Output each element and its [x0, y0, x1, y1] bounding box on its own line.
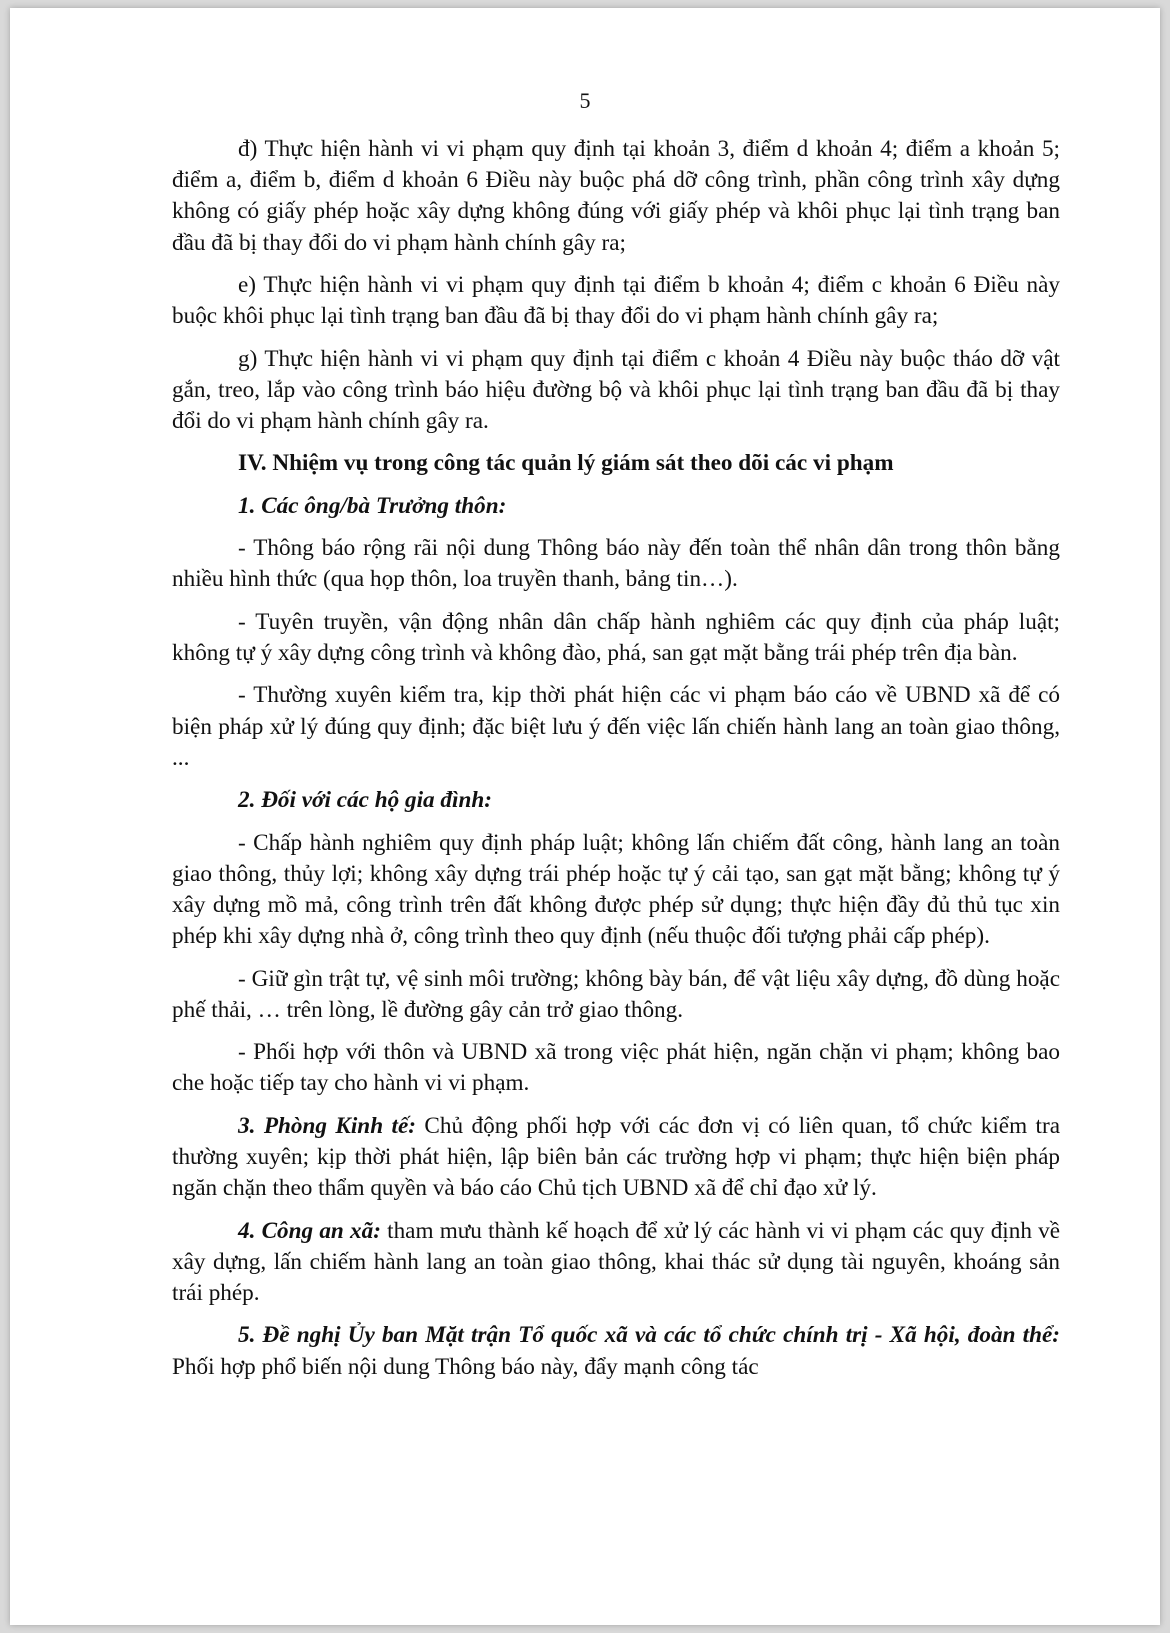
- page-number: 5: [579, 88, 591, 113]
- paragraph-item-e: e) Thực hiện hành vi vi phạm quy định tại điểm b khoản 4; điểm c khoản 6 Điều này buộc khôi phục lại tình trạng ban đầu đã bị thay đổi do vi phạm hành chính gây ra;: [172, 272, 1060, 330]
- document-body: [172, 134, 1060, 1394]
- part-2-bullet: - Phối hợp với thôn và UBND xã trong việc phát hiện, ngăn chặn vi phạm; không bao che hoặc tiếp tay cho hành vi vi phạm.: [172, 1039, 1060, 1097]
- part-4-text: tham mưu thành kế hoạch để xử lý các hành vi vi phạm các quy định về xây dựng, lấn chiếm hành lang an toàn giao thông, khai thác sử dụng tài nguyên, khoáng sản trái phép.: [172, 1217, 1060, 1306]
- part-4-lead: 4. Công an xã:: [238, 1217, 381, 1244]
- part-1-heading: 1. Các ông/bà Trưởng thôn:: [238, 492, 507, 519]
- paragraph-item-d: đ) Thực hiện hành vi vi phạm quy định tại khoản 3, điểm d khoản 4; điểm a khoản 5; điểm a, điểm b, điểm d khoản 6 Điều này buộc phá dỡ công trình, phần công trình xây dựng không có giấy phép hoặc xây dựng không đúng với giấy phép và khôi phục lại tình trạng ban đầu đã bị thay đổi do vi phạm hành chính gây ra;: [172, 136, 1060, 256]
- part-5-lead: 5. Đề nghị Ủy ban Mặt trận Tổ quốc xã và các tổ chức chính trị - Xã hội, đoàn thể:: [238, 1322, 1060, 1349]
- part-2-bullet: - Giữ gìn trật tự, vệ sinh môi trường; không bày bán, để vật liệu xây dựng, đồ dùng hoặc phế thải, … trên lòng, lề đường gây cản trở giao thông.: [172, 965, 1060, 1023]
- paragraph-item-g: g) Thực hiện hành vi vi phạm quy định tại điểm c khoản 4 Điều này buộc tháo dỡ vật gắn, treo, lắp vào công trình báo hiệu đường bộ và khôi phục lại tình trạng ban đầu đã bị thay đổi do vi phạm hành chính gây ra.: [172, 345, 1060, 434]
- section-iv-heading: IV. Nhiệm vụ trong công tác quản lý giám sát theo dõi các vi phạm: [238, 450, 894, 477]
- document-page: [10, 8, 1160, 1625]
- part-5-paragraph: [172, 1320, 1060, 1382]
- part-1-bullet: - Thông báo rộng rãi nội dung Thông báo này đến toàn thể nhân dân trong thôn bằng nhiều hình thức (qua họp thôn, loa truyền thanh, bảng tin…).: [172, 535, 1060, 593]
- part-3-lead: 3. Phòng Kinh tế:: [238, 1112, 416, 1139]
- part-3-text: Chủ động phối hợp với các đơn vị có liên quan, tổ chức kiểm tra thường xuyên; kịp thời phát hiện, lập biên bản các trường hợp vi phạm; thực hiện biện pháp ngăn chặn theo thẩm quyền và báo cáo Chủ tịch UBND xã để chỉ đạo xử lý.: [172, 1112, 1060, 1202]
- part-5-text: Phối hợp phổ biến nội dung Thông báo này, đẩy mạnh công tác: [172, 1353, 759, 1380]
- part-2-heading: 2. Đối với các hộ gia đình:: [238, 787, 492, 814]
- part-4-paragraph: [172, 1216, 1060, 1310]
- part-1-bullet: - Thường xuyên kiểm tra, kịp thời phát hiện các vi phạm báo cáo về UBND xã để có biện pháp xử lý đúng quy định; đặc biệt lưu ý đến việc lấn chiến hành lang an toàn giao thông, ...: [172, 682, 1060, 771]
- part-1-bullet: - Tuyên truyền, vận động nhân dân chấp hành nghiêm các quy định của pháp luật; không tự ý xây dựng công trình và không đào, phá, san gạt mặt bằng trái phép trên địa bàn.: [172, 608, 1060, 666]
- part-2-bullet: - Chấp hành nghiêm quy định pháp luật; không lấn chiếm đất công, hành lang an toàn giao thông, thủy lợi; không xây dựng trái phép hoặc tự ý cải tạo, san gạt mặt bằng; không tự ý xây dựng mồ mả, công trình trên đất không được phép sử dụng; thực hiện đầy đủ thủ tục xin phép khi xây dựng nhà ở, công trình theo quy định (nếu thuộc đối tượng phải cấp phép).: [172, 829, 1060, 950]
- part-3-paragraph: [172, 1111, 1060, 1205]
